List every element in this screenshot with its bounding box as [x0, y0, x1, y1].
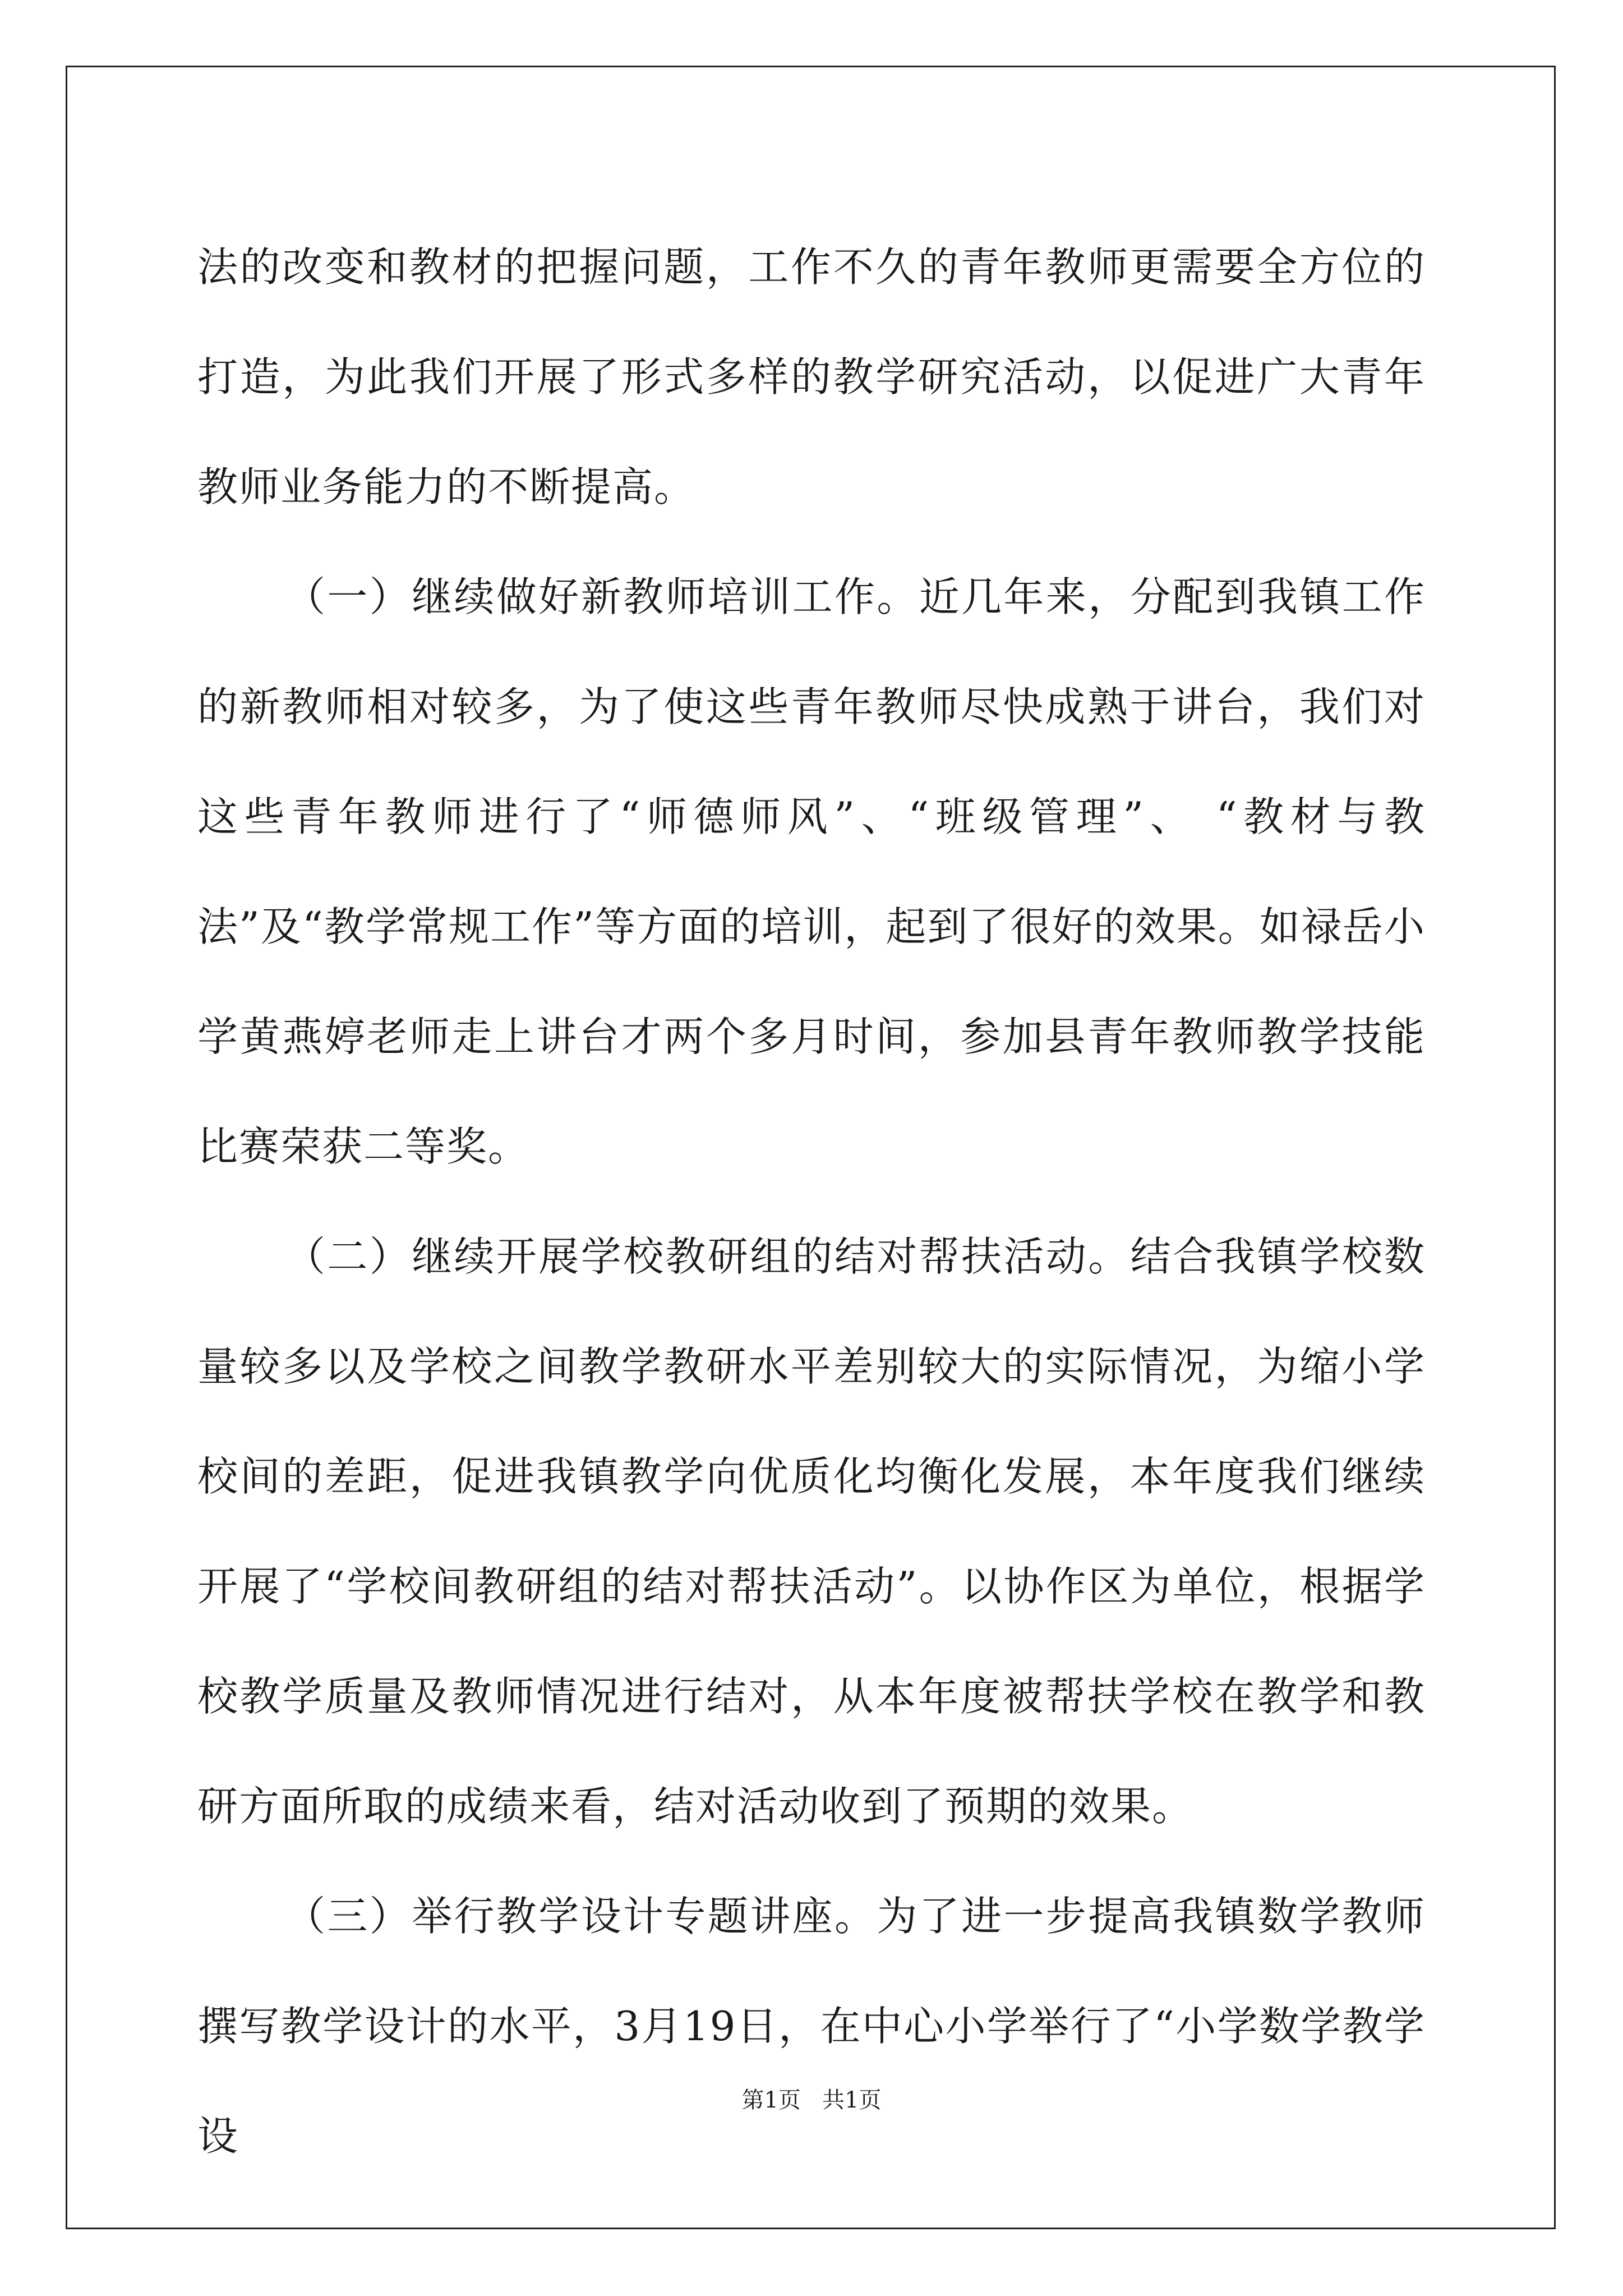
paragraph-section-1: （一）继续做好新教师培训工作。近几年来，分配到我镇工作的新教师相对较多，为了使这些青年教师尽快成熟于讲台，我们对这些青年教师进行了“师德师风”、“班级管理”、 “教材与教法”及“教学常规工作”等方面的培训，起到了很好的效果。如禄岳小学黄燕婷老师走上讲台才两个多月时间，参加县青年教师教学技能比赛荣获二等奖。: [197, 573, 1426, 1170]
page-footer: 第1页 共1页: [741, 2087, 882, 2113]
document-body: [197, 212, 1426, 2191]
paragraph-section-2: （二）继续开展学校教研组的结对帮扶活动。结合我镇学校数量较多以及学校之间教学教研水平差别较大的实际情况，为缩小学校间的差距，促进我镇教学向优质化均衡化发展，本年度我们继续开展了“学校间教研组的结对帮扶活动”。以协作区为单位，根据学校教学质量及教师情况进行结对，从本年度被帮扶学校在教学和教研方面所取的成绩来看，结对活动收到了预期的效果。: [197, 1233, 1426, 1830]
paragraph-section-3: （三）举行教学设计专题讲座。为了进一步提高我镇数学教师撰写教学设计的水平，3月19日，在中心小学举行了“小学数学教学设: [197, 1893, 1426, 2160]
paragraph-continuation: 法的改变和教材的把握问题，工作不久的青年教师更需要全方位的打造，为此我们开展了形式多样的教学研究活动，以促进广大青年教师业务能力的不断提高。: [197, 243, 1426, 510]
